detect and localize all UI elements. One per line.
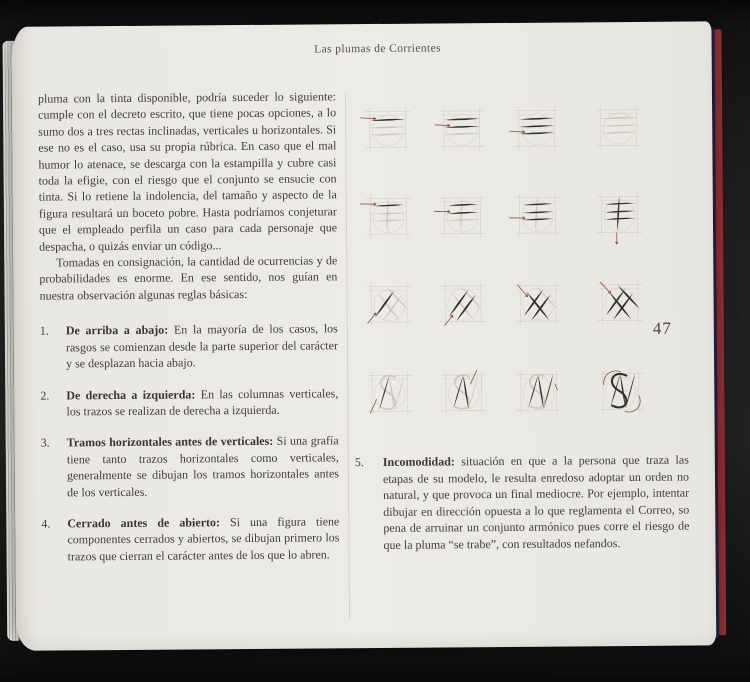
rule-item-4	[41, 513, 339, 565]
rule-item-1	[40, 321, 338, 373]
rule-title: Cerrado antes de abierto:	[67, 515, 220, 530]
rule-text	[383, 452, 690, 554]
paragraph: Tomadas en consignación, la cantidad de ocurrencias y de probabilidades es enorme. En ese sentido, nos guían en nuestra observación algunas reglas básicas:	[39, 252, 337, 304]
left-text-column	[38, 88, 340, 564]
stroke-diagram-r2c2	[439, 189, 486, 242]
rule-text	[67, 513, 339, 564]
rule-body-text: Si una grafía tiene tanto trazos horizontales como verticales, generalmente se dibujan los tramos horizontales antes de los verticales.	[67, 434, 339, 499]
rule-number: 5.	[355, 454, 384, 554]
rule-item-3	[41, 433, 340, 501]
stroke-diagram-r4c2	[440, 366, 487, 419]
stroke-diagram-r4c4	[597, 365, 644, 418]
rule-body-text: En las columnas verticales, los trazos se realizan de derecha a izquierda.	[66, 386, 338, 419]
stroke-diagram-r3c2	[439, 277, 486, 330]
running-header: Las plumas de Corrientes	[12, 40, 712, 57]
page-number: 47	[653, 319, 672, 339]
rule-title: Incomodidad:	[383, 454, 455, 469]
column-divider-rule	[345, 94, 350, 618]
stroke-diagram-r1c3	[513, 102, 560, 155]
rule-number: 4.	[41, 515, 67, 564]
rule-item-2	[40, 385, 338, 420]
rule-title: Tramos horizontales antes de verticales:	[67, 434, 274, 450]
paragraph: pluma con la tinta disponible, podría suceder lo siguiente: cumple con el decreto escrito, que tiene pocas opciones, a lo sumo dos a tres rectas inclinadas, verticales u horizontales. Si ese no es el caso, usa su propia rúbrica. En caso que el mal humor lo atenace, se descarga con la estampilla y cubre casi toda la efigie, con el riesgo que el conjunto se ensucie con tinta. Si lo retiene la indolencia, del tamaño y aspecto de la figura resultará un boceto pobre. Hasta podríamos conjeturar que el empleado perfila un caso para cada personaje que despacha, o quizás enviar un código...	[38, 88, 337, 254]
right-text-column	[355, 452, 690, 554]
stroke-diagram-r3c4	[596, 276, 643, 329]
rule-number: 3.	[41, 435, 68, 501]
rule-item-5	[355, 452, 690, 554]
rule-number: 2.	[40, 387, 66, 420]
stroke-diagram-r4c1	[366, 367, 413, 420]
rule-title: De arriba a abajo:	[66, 323, 169, 338]
rule-text	[66, 385, 338, 420]
stroke-diagram-r4c3	[515, 366, 562, 419]
rule-title: De derecha a izquierda:	[66, 387, 195, 402]
rule-body-text: situación en que a la persona que traza las etapas de su modelo, le resulta enredoso adoptar un orden no natural, y que provoca un final mediocre. Por ejemplo, intentar dibujar en dirección opuesta a lo que reglamenta el Correo, so pena de arruinar un conjunto armónico pues corre el riesgo de que la pluma “se trabe”, con resultados nefandos.	[383, 453, 689, 552]
rule-text	[66, 321, 338, 372]
rule-body-text: Si una figura tiene componentes cerrados y abiertos, se dibujan primero los trazos que cierran el carácter antes de los que lo abren.	[67, 514, 339, 563]
stroke-diagram-r3c1	[365, 278, 412, 331]
stroke-diagram-r1c4	[595, 101, 642, 154]
stroke-diagram-r2c4	[596, 188, 643, 241]
stroke-diagram-r2c1	[365, 190, 412, 243]
rule-text	[67, 433, 340, 501]
rule-number: 1.	[40, 323, 66, 372]
stroke-diagram-r2c3	[514, 189, 561, 242]
stroke-diagram-r3c3	[514, 277, 561, 330]
stroke-diagram-r1c1	[364, 103, 411, 156]
rule-body-text: En la mayoría de los casos, los rasgos se comienzan desde la parte superior del carácter y se desplazan hacia abajo.	[66, 322, 338, 371]
book-page	[11, 21, 716, 650]
stroke-diagram-r1c2	[438, 102, 485, 155]
